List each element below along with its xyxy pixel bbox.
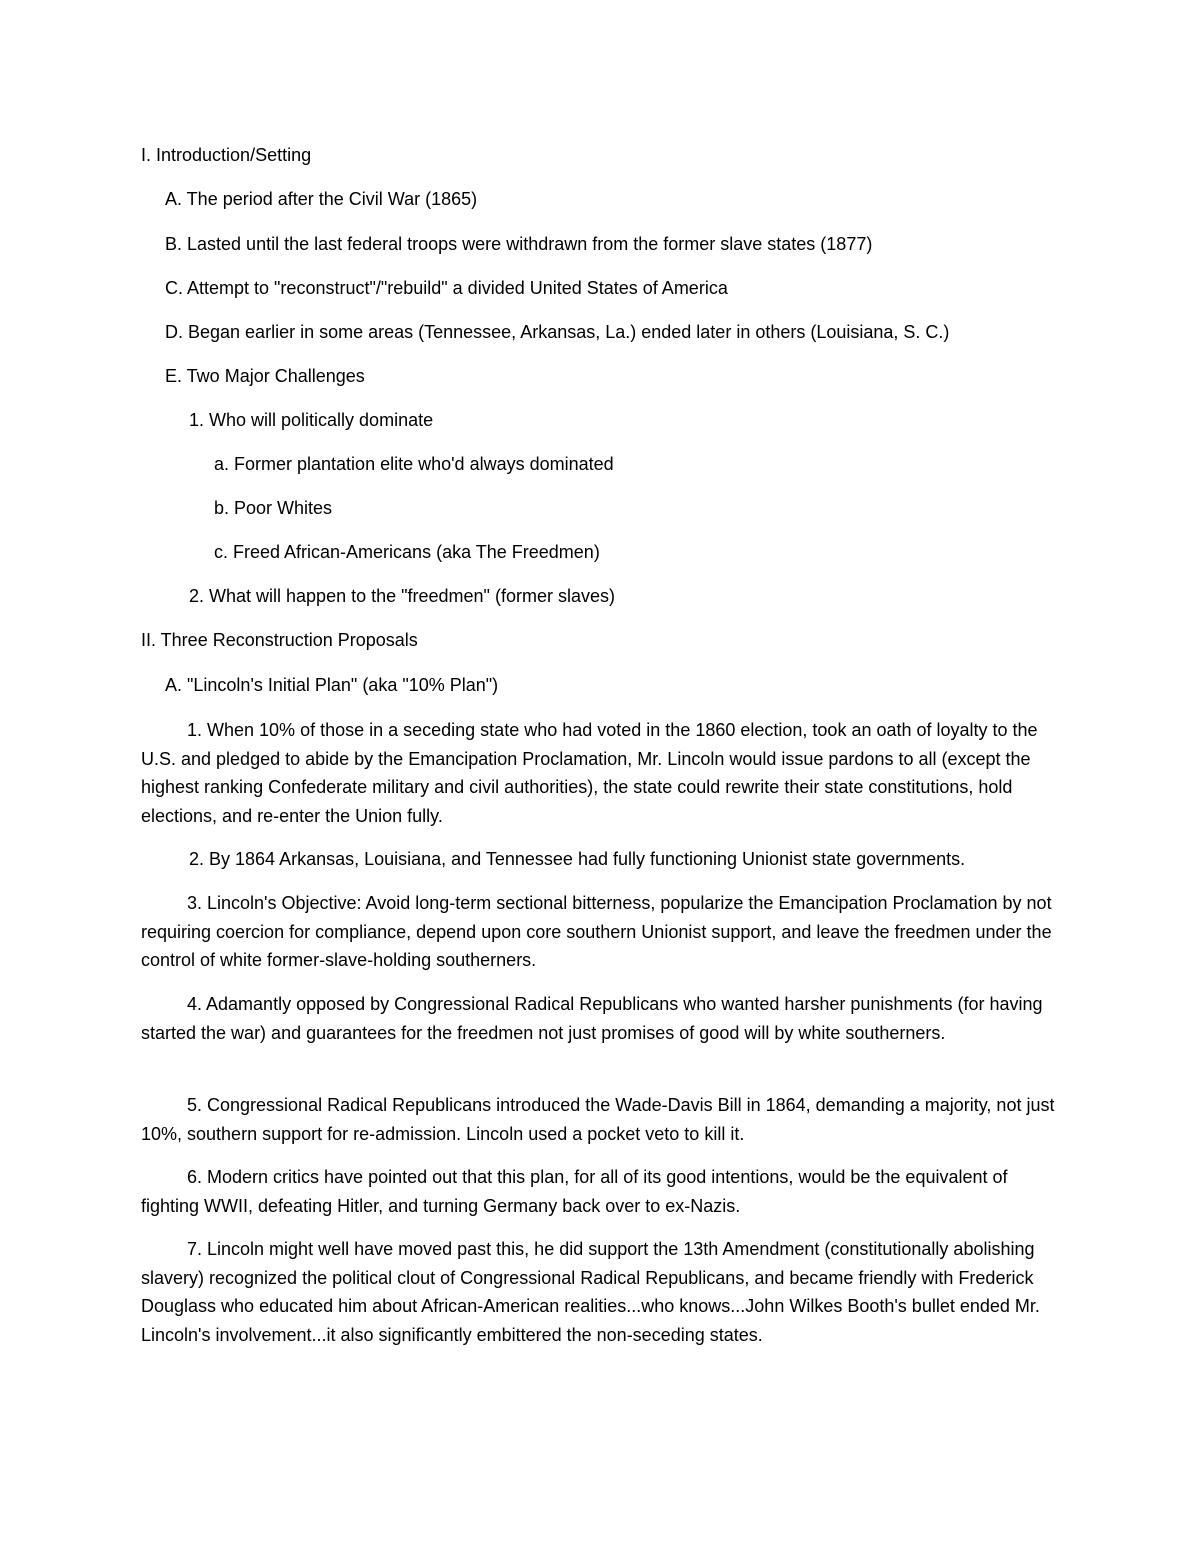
- section-heading-proposals: II. Three Reconstruction Proposals: [141, 630, 418, 650]
- outline-item-1e1c: c. Freed African-Americans (aka The Freedmen): [214, 542, 600, 562]
- paragraph-5: 5. Congressional Radical Republicans introduced the Wade-Davis Bill in 1864, demanding a majority, not just 10%, southern support for re-admission. Lincoln used a pocket veto to kill it.: [141, 1095, 1055, 1144]
- outline-item-1a: A. The period after the Civil War (1865): [165, 189, 478, 209]
- outline-item-1b: B. Lasted until the last federal troops were withdrawn from the former slave states (1877): [165, 234, 873, 254]
- outline-item-1e1a: a. Former plantation elite who'd always dominated: [214, 454, 614, 474]
- paragraph-2: 2. By 1864 Arkansas, Louisiana, and Tennessee had fully functioning Unionist state governments.: [189, 849, 966, 869]
- outline-item-1d: D. Began earlier in some areas (Tennessee, Arkansas, La.) ended later in others (Louisiana, S. C.): [165, 322, 950, 342]
- paragraph-1: 1. When 10% of those in a seceding state who had voted in the 1860 election, took an oath of loyalty to the U.S. and pledged to abide by the Emancipation Proclamation, Mr. Lincoln would issue pardons to all (except the highest ranking Confederate military and civil authorities), the state could rewrite their state constitutions, hold elections, and re-enter the Union fully.: [141, 720, 1038, 826]
- paragraph-6: 6. Modern critics have pointed out that this plan, for all of its good intentions, would be the equivalent of fighting WWII, defeating Hitler, and turning Germany back over to ex-Nazis.: [141, 1167, 1008, 1216]
- outline-item-1e: E. Two Major Challenges: [165, 366, 365, 386]
- outline-item-1e2: 2. What will happen to the "freedmen" (former slaves): [189, 586, 615, 606]
- section-heading-introduction: I. Introduction/Setting: [141, 145, 312, 165]
- outline-item-1e1: 1. Who will politically dominate: [189, 410, 434, 430]
- outline-item-1c: C. Attempt to "reconstruct"/"rebuild" a divided United States of America: [165, 278, 728, 298]
- paragraph-3: 3. Lincoln's Objective: Avoid long-term sectional bitterness, popularize the Emancipation Proclamation by not requiring coercion for compliance, depend upon core southern Unionist support, and leave the freedmen under the control of white former-slave-holding southerners.: [141, 893, 1052, 970]
- paragraph-4: 4. Adamantly opposed by Congressional Radical Republicans who wanted harsher punishments (for having started the war) and guarantees for the freedmen not just promises of good will by white southerners.: [141, 994, 1043, 1043]
- outline-item-1e1b: b. Poor Whites: [214, 498, 333, 518]
- outline-item-2a: A. "Lincoln's Initial Plan" (aka "10% Plan"): [165, 675, 499, 695]
- paragraph-7: 7. Lincoln might well have moved past this, he did support the 13th Amendment (constitutionally abolishing slavery) recognized the political clout of Congressional Radical Republicans, and became friendly with Frederick Douglass who educated him about African-American realities...who knows...John Wilkes Booth's bullet ended Mr. Lincoln's involvement...it also significantly embittered the non-seceding states.: [141, 1239, 1040, 1345]
